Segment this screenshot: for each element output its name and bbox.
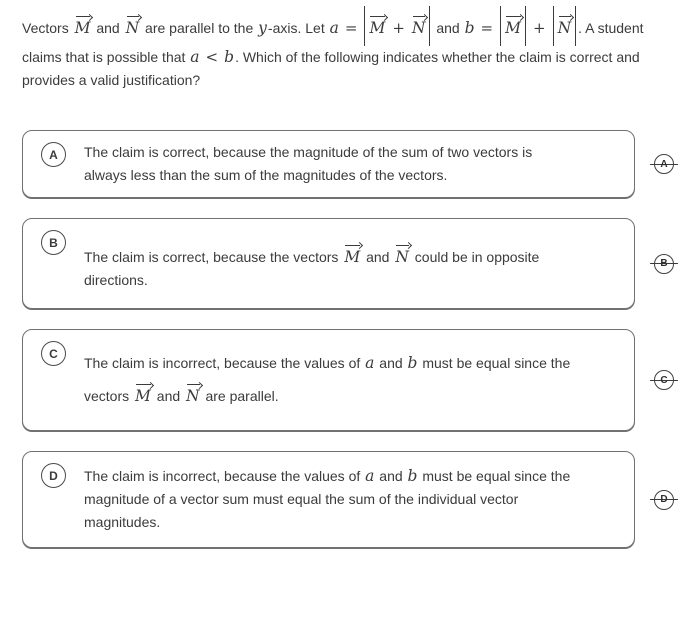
answer-options bbox=[22, 130, 678, 548]
strike-option-b-button[interactable] bbox=[650, 254, 678, 274]
answer-option-d[interactable] bbox=[22, 451, 635, 548]
strike-circle-a-icon: A bbox=[654, 154, 674, 174]
strike-circle-b-icon: B bbox=[654, 254, 674, 274]
question-text: Vectors M and N are parallel to the y-axis. Let a = M + N and b = M + N . A student claims that is possible that a < b. Which of the following indicates whether the claim is correct and provides a valid justification? bbox=[22, 6, 662, 92]
strike-option-c-button[interactable] bbox=[650, 370, 678, 390]
answer-option-c[interactable] bbox=[22, 329, 635, 431]
option-row-d bbox=[22, 451, 678, 548]
option-row-b bbox=[22, 218, 678, 309]
option-letter-d: D bbox=[41, 463, 66, 488]
answer-option-b[interactable] bbox=[22, 218, 635, 309]
strike-circle-c-icon: C bbox=[654, 370, 674, 390]
option-row-c bbox=[22, 329, 678, 431]
strike-circle-d-icon: D bbox=[654, 490, 674, 510]
option-letter-c: C bbox=[41, 341, 66, 366]
option-letter-b: B bbox=[41, 230, 66, 255]
option-letter-a: A bbox=[41, 142, 66, 167]
strike-option-a-button[interactable] bbox=[650, 154, 678, 174]
strike-option-d-button[interactable] bbox=[650, 490, 678, 510]
option-text-c: The claim is incorrect, because the values of a and b must be equal since the vectors M and N are parallel. bbox=[84, 354, 571, 405]
option-text-d: The claim is incorrect, because the values of a and b must be equal since the magnitude of a vector sum must equal the sum of the individual vector magnitudes. bbox=[84, 467, 571, 530]
option-text-b: The claim is correct, because the vectors M and N could be in opposite directions. bbox=[84, 226, 574, 302]
option-row-a bbox=[22, 130, 678, 198]
option-text-a: The claim is correct, because the magnitude of the sum of two vectors is always less than the sum of the magnitudes of the vectors. bbox=[84, 144, 533, 183]
answer-option-a[interactable] bbox=[22, 130, 635, 198]
